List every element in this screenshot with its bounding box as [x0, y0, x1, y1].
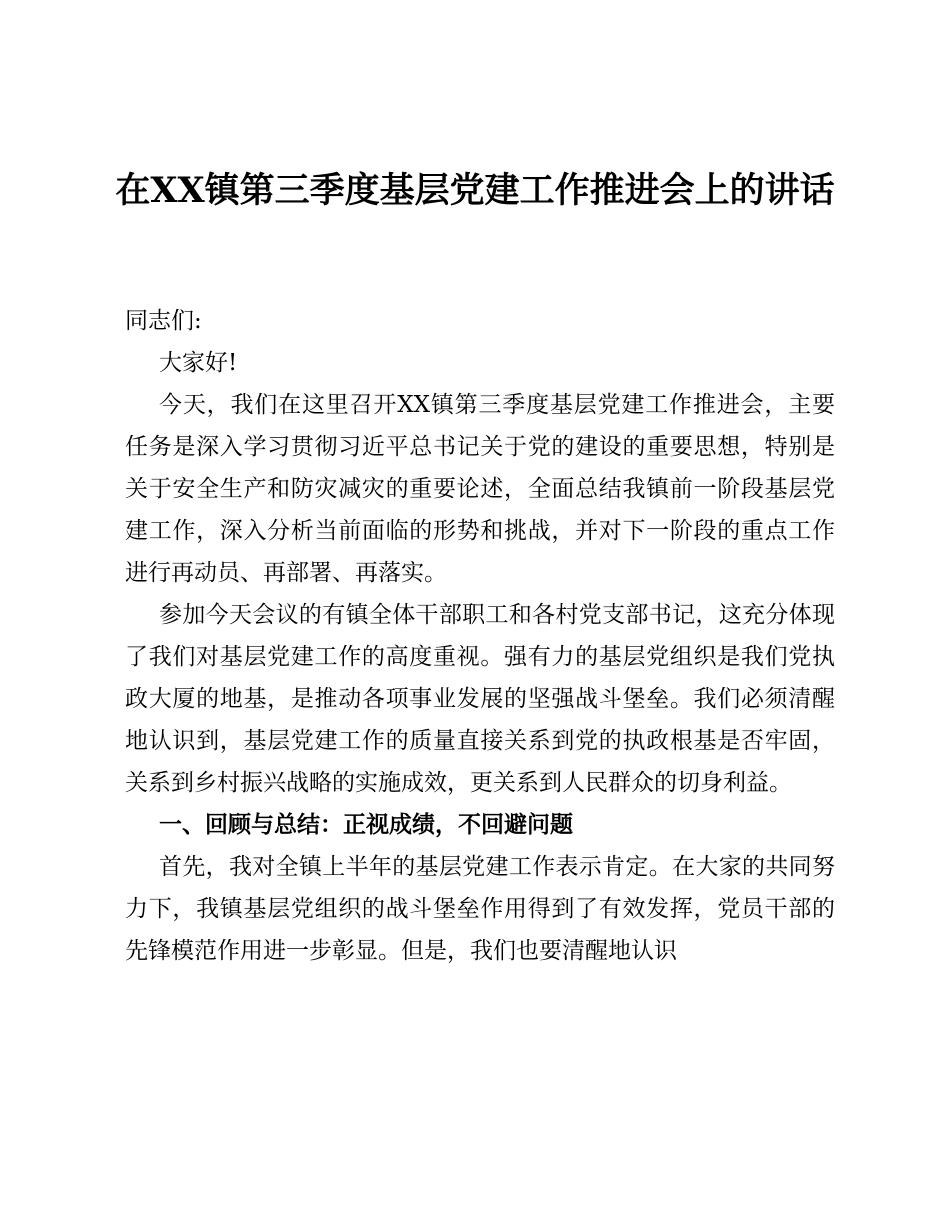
document-body: [125, 300, 835, 972]
section-heading: 一、回顾与总结：正视成绩，不回避问题: [159, 812, 573, 838]
body-paragraph: 今天，我们在这里召开XX镇第三季度基层党建工作推进会，主要任务是深入学习贯彻习近平总书记关于党的建设的重要思想，特别是关于安全生产和防灾减灾的重要论述，全面总结我镇前一阶段基层党建工作，深入分析当前面临的形势和挑战，并对下一阶段的重点工作进行再动员、再部署、再落实。: [125, 392, 835, 586]
document-title: 在XX镇第三季度基层党建工作推进会上的讲话: [115, 170, 835, 211]
body-paragraph: 参加今天会议的有镇全体干部职工和各村党支部书记，这充分体现了我们对基层党建工作的高度重视。强有力的基层党组织是我们党执政大厦的地基，是推动各项事业发展的坚强战斗堡垒。我们必须清醒地认识到，基层党建工作的质量直接关系到党的执政根基是否牢固，关系到乡村振兴战略的实施成效，更关系到人民群众的切身利益。: [125, 602, 835, 796]
section-paragraph: 首先，我对全镇上半年的基层党建工作表示肯定。在大家的共同努力下，我镇基层党组织的战斗堡垒作用得到了有效发挥，党员干部的先锋模范作用进一步彰显。但是，我们也要清醒地认识: [125, 854, 835, 964]
greeting: 大家好!: [159, 350, 238, 376]
salutation: 同志们:: [125, 308, 202, 334]
